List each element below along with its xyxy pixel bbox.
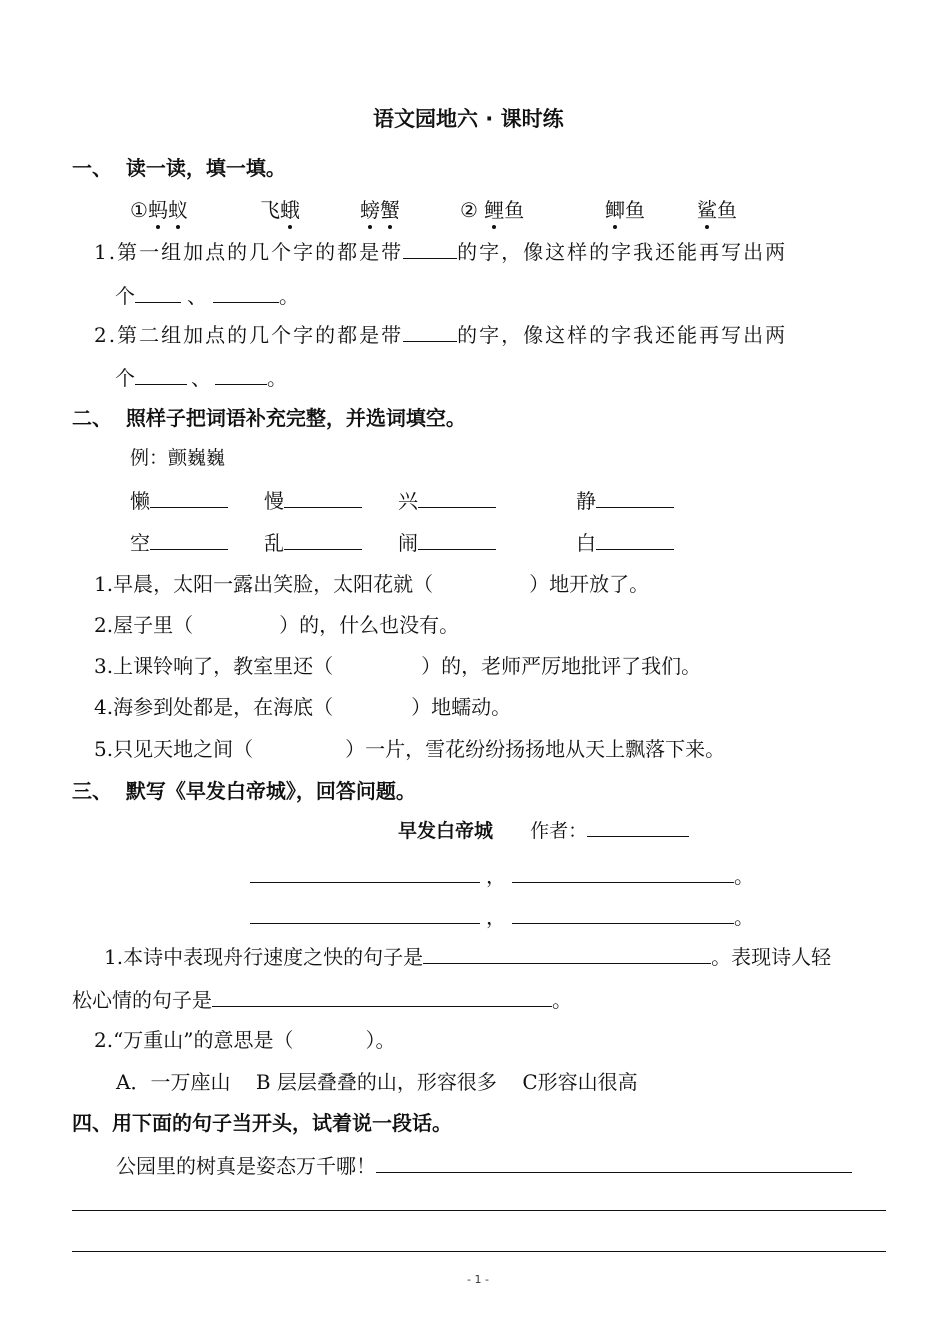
author-label: 作者： — [530, 820, 588, 842]
fill-blank[interactable] — [284, 529, 362, 550]
word-fill-row-2: 空 乱 闹 白 — [130, 527, 690, 553]
fill-blank[interactable] — [596, 487, 674, 508]
page-title: 语文园地六 · 课时练 — [373, 107, 564, 131]
s2-sentence-1: 1.早晨，太阳一露出笑脸，太阳花就（ ）地开放了。 — [94, 572, 650, 596]
s1-q2-blank-1[interactable] — [135, 364, 187, 385]
section-4-heading: 四、用下面的句子当开头，试着说一段话。 — [72, 1111, 452, 1135]
s3-q1-line1: 1.本诗中表现舟行速度之快的句子是 。表现诗人轻 — [104, 945, 832, 969]
s3-q1-blank-1[interactable] — [423, 943, 711, 964]
poem-title: 早发白帝城 — [398, 820, 494, 842]
s1-q1-blank-1[interactable] — [135, 282, 181, 303]
s4-prompt: 公园里的树真是姿态万千哪！ — [116, 1150, 852, 1179]
page-number: - 1 - — [467, 1273, 489, 1286]
author-blank[interactable] — [587, 816, 689, 837]
poem-blank[interactable] — [512, 862, 734, 883]
s1-q1-blank-2[interactable] — [213, 282, 279, 303]
word-3: 螃蟹 — [360, 194, 400, 223]
s2-sentence-5: 5.只见天地之间（ ）一片，雪花纷纷扬扬地从天上飘落下来。 — [94, 737, 726, 761]
fill-blank[interactable] — [284, 487, 362, 508]
s1-q2-blank-radical[interactable] — [403, 321, 457, 342]
s1-q2-line1: 2.第二组加点的几个字的都是带 的字，像这样的字我还能再写出两 — [94, 323, 788, 347]
word-fill-row-1: 懒 慢 兴 静 — [130, 485, 690, 511]
section-3-heading: 三、 默写《早发白帝城》，回答问题。 — [72, 779, 416, 803]
fill-blank[interactable] — [150, 487, 228, 508]
s1-q2-line2: 个 、 。 — [115, 366, 287, 390]
s2-sentence-4: 4.海参到处都是，在海底（ ）地蠕动。 — [94, 695, 512, 719]
poem-line-2: ， 。 — [250, 901, 754, 930]
s1-q1-line1: 1.第一组加点的几个字的都是带 的字，像这样的字我还能再写出两 — [94, 240, 788, 264]
s2-sentence-2: 2.屋子里（ ）的，什么也没有。 — [94, 613, 460, 637]
fill-blank[interactable] — [418, 487, 496, 508]
word-5: 鲫鱼 — [605, 194, 645, 223]
poem-blank[interactable] — [250, 903, 480, 924]
poem-blank[interactable] — [512, 903, 734, 924]
example-word: 例：颤巍巍 — [130, 447, 226, 469]
word-4: ② 鲤鱼 — [460, 194, 524, 223]
fill-blank[interactable] — [150, 529, 228, 550]
word-6: 鲨鱼 — [697, 194, 737, 223]
s3-q1-blank-2[interactable] — [212, 986, 552, 1007]
s1-q1-blank-radical[interactable] — [403, 238, 457, 259]
fill-blank[interactable] — [596, 529, 674, 550]
word-1: ①蚂蚁 — [130, 194, 188, 223]
s3-q1-line2: 松心情的句子是 。 — [72, 988, 572, 1012]
section-1-heading: 一、 读一读，填一填。 — [72, 156, 286, 180]
writing-line[interactable] — [72, 1251, 886, 1252]
s4-blank-1[interactable] — [376, 1152, 852, 1173]
poem-line-1: ， 。 — [250, 860, 754, 889]
s3-q2: 2.“万重山”的意思是（ ）。 — [94, 1028, 396, 1052]
poem-blank[interactable] — [250, 862, 480, 883]
s2-sentence-3: 3.上课铃响了，教室里还（ ）的，老师严厉地批评了我们。 — [94, 654, 702, 678]
word-2: 飞蛾 — [260, 194, 300, 223]
fill-blank[interactable] — [418, 529, 496, 550]
s1-q2-blank-2[interactable] — [215, 364, 267, 385]
s1-q1-line2: 个 、 。 — [115, 284, 299, 308]
s3-q2-options: A．一万座山 B 层层叠叠的山，形容很多 C形容山很高 — [116, 1070, 638, 1094]
writing-line[interactable] — [72, 1210, 886, 1211]
section-2-heading: 二、 照样子把词语补充完整，并选词填空。 — [72, 406, 466, 430]
poem-title-row — [398, 816, 689, 843]
